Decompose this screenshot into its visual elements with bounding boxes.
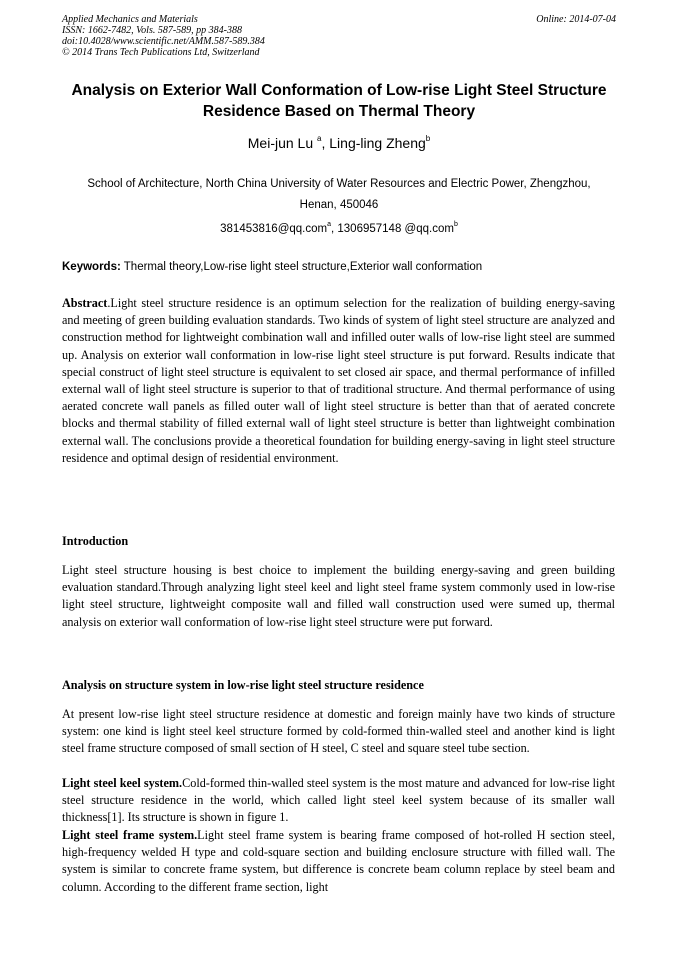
doi-line: doi:10.4028/www.scientific.net/AMM.587-589.384 bbox=[62, 36, 265, 47]
keel-system-label: Light steel keel system. bbox=[62, 776, 183, 790]
paper-title bbox=[40, 80, 638, 122]
author-2: Ling-ling Zheng bbox=[329, 135, 426, 151]
frame-system-text: Light steel frame system is bearing frame composed of hot-rolled H section steel, high-frequency welded H type and cold-square section and building enclosure structure with filled wall. The system is similar to concrete frame system, but difference is concrete beam column replace by steel beam and column. According to the different frame section, light bbox=[62, 828, 615, 894]
online-date: Online: 2014-07-04 bbox=[536, 14, 616, 25]
title-line-1: Analysis on Exterior Wall Conformation of Low-rise Light Steel Structure bbox=[71, 82, 607, 99]
email-1: 381453816@qq.com bbox=[220, 223, 328, 235]
copyright-line: © 2014 Trans Tech Publications Ltd, Switzerland bbox=[62, 47, 260, 58]
keel-system-paragraph bbox=[62, 775, 615, 827]
email-2: 1306957148 @qq.com bbox=[337, 223, 454, 235]
email-separator: , bbox=[331, 223, 338, 235]
abstract bbox=[62, 295, 615, 467]
email-list bbox=[0, 221, 678, 237]
email-1-mark: a bbox=[327, 221, 331, 228]
abstract-text: .Light steel structure residence is an optimum selection for the realization of building energy-saving and meeting of green building evaluation standards. Two kinds of system of light steel structure are analyzed and construction method for lightweight combination wall and infilled outer walls of low-rise light steel are summed up. Analysis on exterior wall conformation in low-rise light steel structure is put forward. Results indicate that special construct of light steel structure is equivalent to set closed air space, and thermal performance of infilled external wall of light steel structure is superior to that of traditional structure. And thermal performance of using aerated concrete wall panels as filled outer wall of light steel structure is better than that of aerated concrete blocks and thermal stability of filled external wall of light steel structure is better than lightweight combination external wall. The conclusions provide a theoretical foundation for building energy-saving in light steel structure residence and optimal design of residential environment. bbox=[62, 296, 615, 465]
author-separator: , bbox=[321, 135, 330, 151]
author-list bbox=[0, 133, 678, 153]
frame-system-label: Light steel frame system. bbox=[62, 828, 198, 842]
author-1: Mei-jun Lu bbox=[247, 135, 314, 151]
title-line-2: Residence Based on Thermal Theory bbox=[202, 103, 476, 120]
author-1-affil-mark: a bbox=[317, 134, 322, 143]
introduction-paragraph: Light steel structure housing is best choice to implement the building energy-saving and green building evaluation standard.Through analyzing light steel keel and light steel frame system commonly used in low-rise light steel structure, lightweight composite wall and filled wall construction used were sumed up, thermal analysis on exterior wall conformation of low-rise light steel structure were put forward. bbox=[62, 563, 615, 629]
keel-system-text: Cold-formed thin-walled steel system is the most mature and advanced for low-rise light steel structure residence in the world, which called light steel keel system because of its smaller wall thickness[1]. Its structure is shown in figure 1. bbox=[62, 776, 616, 825]
issn-line: ISSN: 1662-7482, Vols. 587-589, pp 384-388 bbox=[62, 25, 242, 36]
affiliation bbox=[62, 174, 616, 216]
email-2-mark: b bbox=[453, 221, 458, 228]
introduction-heading: Introduction bbox=[62, 534, 129, 548]
keywords-text: Thermal theory,Low-rise light steel structure,Exterior wall conformation bbox=[120, 261, 483, 273]
keywords bbox=[62, 259, 622, 275]
journal-name: Applied Mechanics and Materials bbox=[62, 14, 198, 25]
affiliation-line-2: Henan, 450046 bbox=[299, 199, 379, 211]
structure-paragraph: At present low-rise light steel structure residence at domestic and foreign mainly have two kinds of structure system: one kind is light steel keel structure formed by cold-formed thin-walled steel and another kind is light steel frame structure composed of small section of H steel, C steel and square steel tube section. bbox=[62, 707, 615, 756]
frame-system-paragraph bbox=[62, 827, 615, 896]
keywords-label: Keywords: bbox=[62, 261, 121, 273]
author-2-affil-mark: b bbox=[425, 134, 431, 143]
structure-section-heading: Analysis on structure system in low-rise light steel structure residence bbox=[62, 678, 424, 692]
journal-header bbox=[62, 14, 265, 58]
abstract-label: Abstract bbox=[62, 296, 108, 310]
affiliation-line-1: School of Architecture, North China University of Water Resources and Electric Power, Zhengzhou, bbox=[87, 178, 591, 190]
